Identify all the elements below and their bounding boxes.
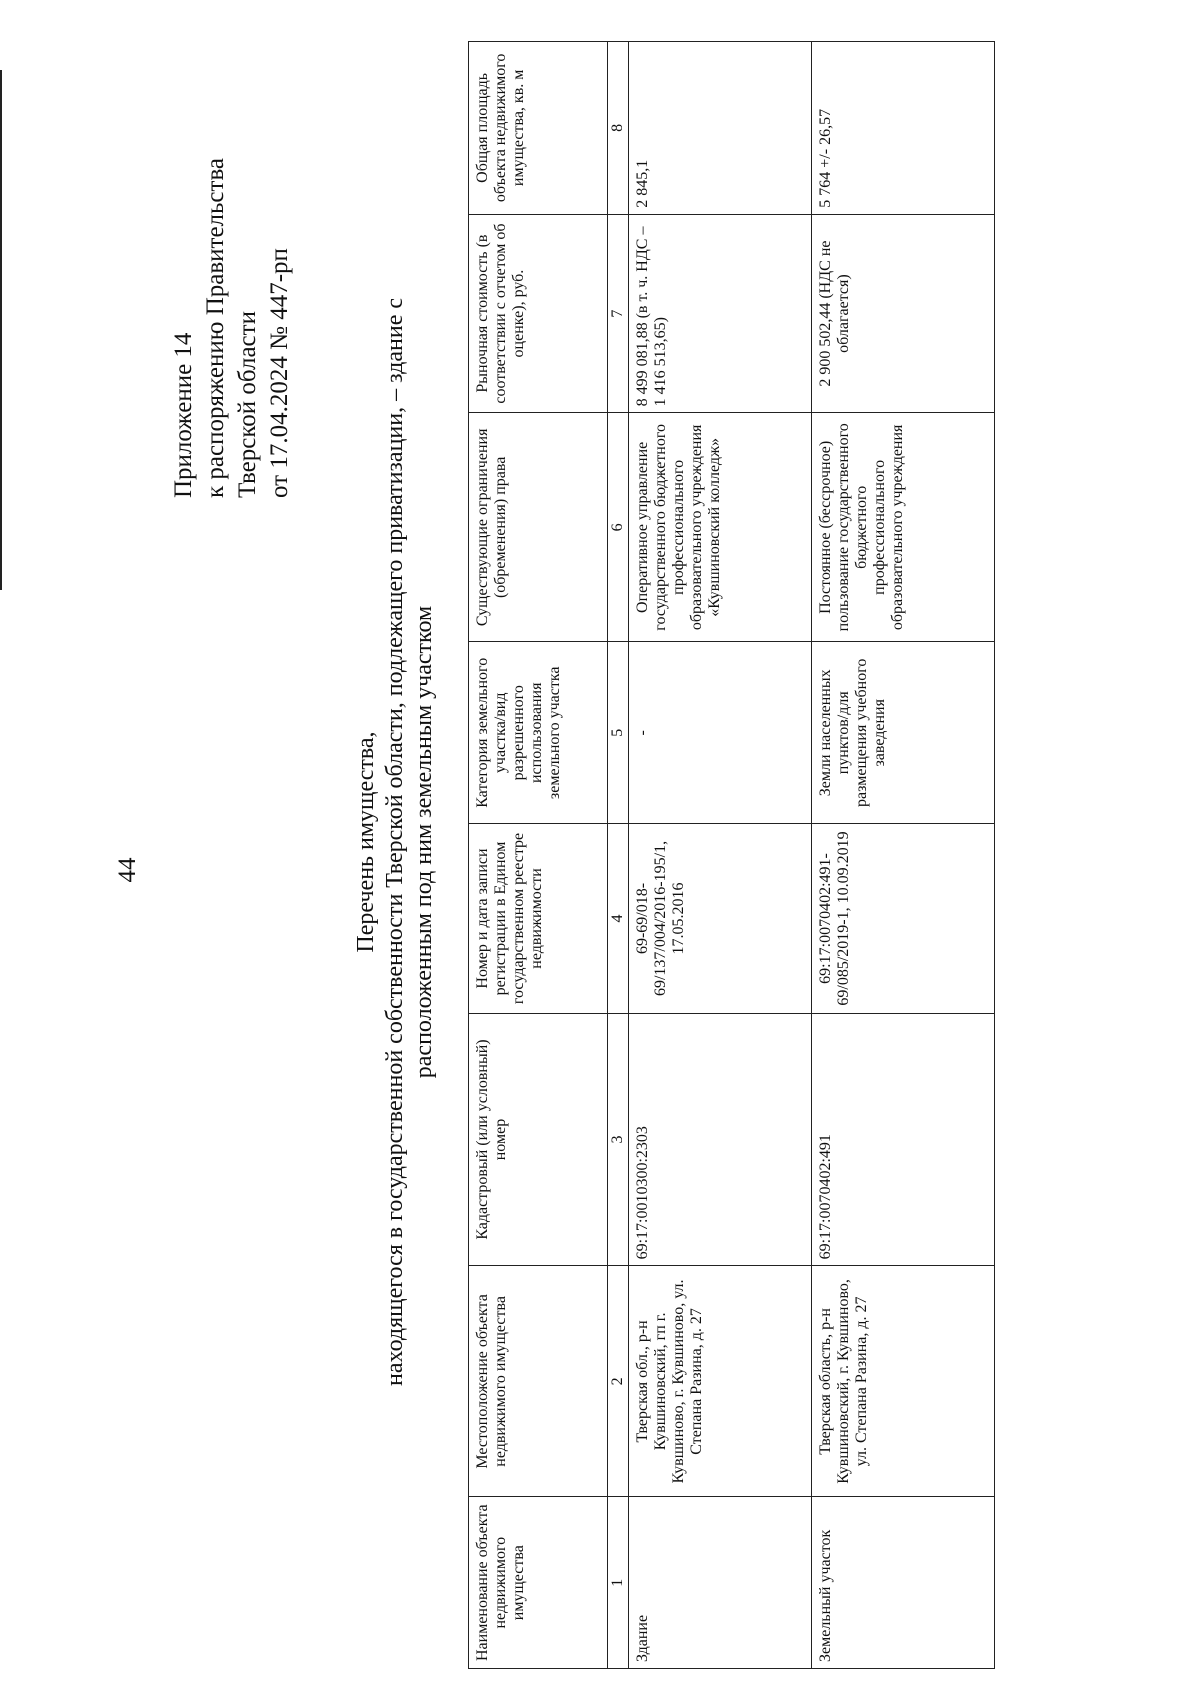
header-area: Общая площадь объекта недвижимого имущества, кв. м <box>469 42 608 215</box>
cell-market-value: 8 499 081,88 (в т. ч. НДС – 1 416 513,65) <box>629 214 812 413</box>
cell-location: Тверская обл., р-н Кувшиновский, гп г. Кувшиново, г. Кувшиново, ул. Степана Разина, д. 27 <box>629 1266 812 1497</box>
document-title <box>352 62 439 1622</box>
appendix-line-2: к распоряжению Правительства <box>202 157 229 498</box>
column-number: 6 <box>608 413 629 642</box>
column-number: 3 <box>608 1013 629 1266</box>
cell-registration: 69-69/018-69/137/004/2016-195/1, 17.05.2016 <box>629 824 812 1013</box>
column-number: 2 <box>608 1266 629 1497</box>
column-number: 7 <box>608 214 629 413</box>
appendix-line-1: Приложение 14 <box>170 332 197 498</box>
property-table <box>468 41 995 1669</box>
cell-registration: 69:17:0070402:491-69/085/2019-1, 10.09.2019 <box>812 824 995 1013</box>
header-market-value: Рыночная стоимость (в соответствии с отчетом об оценке), руб. <box>469 214 608 413</box>
column-number: 4 <box>608 824 629 1013</box>
title-line-3: расположенным под ним земельным участком <box>411 605 437 1079</box>
appendix-line-4: от 17.04.2024 № 447-рп <box>266 248 293 498</box>
cell-land-category: - <box>629 642 812 824</box>
column-number: 8 <box>608 42 629 215</box>
cell-name: Здание <box>629 1497 812 1669</box>
column-number: 1 <box>608 1497 629 1669</box>
cell-area: 5 764 +/- 26,57 <box>812 42 995 215</box>
title-line-1: Перечень имущества, <box>353 731 379 953</box>
column-number-row <box>608 42 629 1669</box>
header-registration: Номер и дата записи регистрации в Едином государственном реестре недвижимости <box>469 824 608 1013</box>
table-row-land-plot <box>812 42 995 1669</box>
cell-cadastral-number: 69:17:0070402:491 <box>812 1013 995 1266</box>
column-number: 5 <box>608 642 629 824</box>
cell-market-value: 2 900 502,44 (НДС не облагается) <box>812 214 995 413</box>
cell-name: Земельный участок <box>812 1497 995 1669</box>
header-location: Местоположение объекта недвижимого имущества <box>469 1266 608 1497</box>
table-row-building <box>629 42 812 1669</box>
cell-location: Тверская область, р-н Кувшиновский, г. Кувшиново, ул. Степана Разина, д. 27 <box>812 1266 995 1497</box>
appendix-line-3: Тверской области <box>234 311 261 498</box>
header-name: Наименование объекта недвижимого имущества <box>469 1497 608 1669</box>
header-land-category: Категория земельного участка/вид разрешенного использования земельного участка <box>469 642 608 824</box>
appendix-header <box>168 28 296 498</box>
table-header-row <box>469 42 608 1669</box>
cell-area: 2 845,1 <box>629 42 812 215</box>
header-cadastral-number: Кадастровый (или условный) номер <box>469 1013 608 1266</box>
cell-encumbrances: Оперативное управление государственного бюджетного профессионального образовательного учреждения «Кувшиновский колледж» <box>629 413 812 642</box>
cell-cadastral-number: 69:17:0010300:2303 <box>629 1013 812 1266</box>
cell-land-category: Земли населенных пунктов/для размещения учебного заведения <box>812 642 995 824</box>
title-line-2: находящегося в государственной собственности Тверской области, подлежащего приватизации, – здание с <box>382 298 408 1387</box>
page-number: 44 <box>114 857 141 883</box>
header-encumbrances: Существующие ограничения (обременения) права <box>469 413 608 642</box>
cell-encumbrances: Постоянное (бессрочное) пользование государственного бюджетного профессионального образовательного учреждения <box>812 413 995 642</box>
